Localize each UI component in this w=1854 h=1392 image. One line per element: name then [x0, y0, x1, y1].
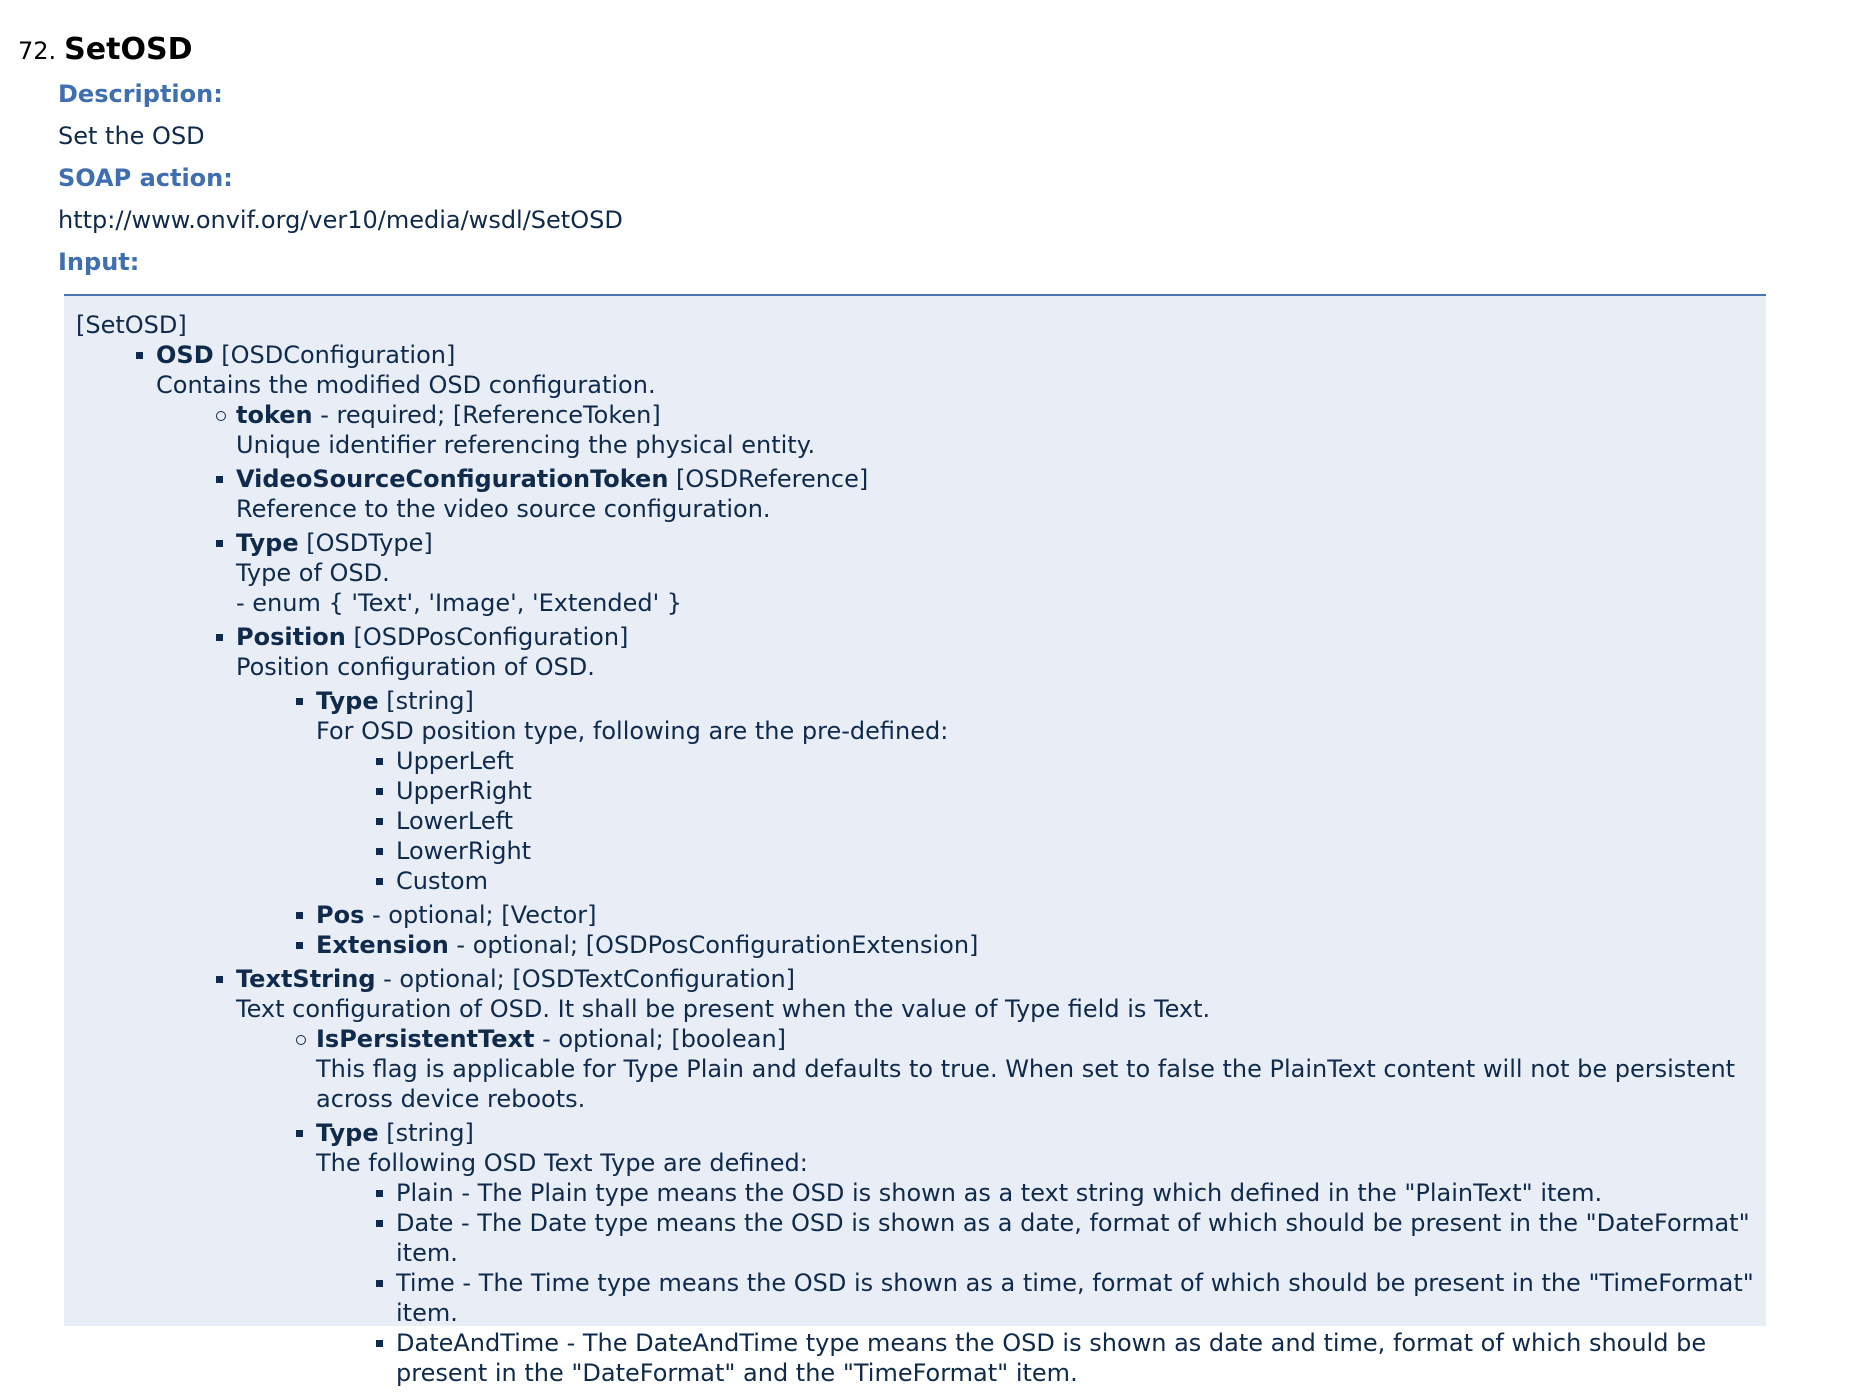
circle-bullet-icon: [216, 411, 226, 421]
square-bullet-icon: [376, 848, 383, 855]
field-video-source-configuration-token: [236, 464, 1766, 524]
list-item: Custom: [396, 866, 1766, 896]
text-type-values: [396, 1178, 1766, 1388]
square-bullet-icon: [296, 698, 303, 705]
field-text-type: [316, 1118, 1766, 1388]
description-text: Set the OSD: [58, 122, 205, 150]
field-enum: - enum { 'Text', 'Image', 'Extended' }: [236, 589, 683, 617]
list-item: Plain - The Plain type means the OSD is shown as a text string which defined in the "PlainText" item.: [396, 1178, 1766, 1208]
list-item: UpperRight: [396, 776, 1766, 806]
field-type: [OSDReference]: [668, 465, 869, 493]
section-heading: [18, 30, 192, 71]
field-type: [string]: [378, 1119, 474, 1147]
list-item: DateAndTime - The DateAndTime type means the OSD is shown as date and time, format of which should be present in the "DateFormat" and the "TimeFormat" item.: [396, 1328, 1766, 1388]
soap-action-url: http://www.onvif.org/ver10/media/wsdl/SetOSD: [58, 206, 623, 234]
osd-list: [156, 340, 1766, 1392]
list-item: Time - The Time type means the OSD is shown as a time, format of which should be present in the "TimeFormat" item.: [396, 1268, 1766, 1328]
list-item: LowerLeft: [396, 806, 1766, 836]
field-position: [236, 622, 1766, 960]
section-number: 72.: [18, 37, 57, 65]
field-position-type: [316, 686, 1766, 896]
field-name: VideoSourceConfigurationToken: [236, 465, 669, 493]
textstring-children: [316, 1024, 1766, 1388]
field-osd: [156, 340, 1766, 1388]
circle-bullet-icon: [296, 1035, 306, 1045]
square-bullet-icon: [376, 1190, 383, 1197]
square-bullet-icon: [136, 352, 143, 359]
field-type: [string]: [378, 687, 474, 715]
field-name: OSD: [156, 341, 214, 369]
square-bullet-icon: [216, 976, 223, 983]
square-bullet-icon: [376, 1280, 383, 1287]
field-meta: - optional; [Vector]: [364, 901, 597, 929]
field-name: IsPersistentText: [316, 1025, 535, 1053]
osd-children: [236, 400, 1766, 1388]
field-name: Position: [236, 623, 346, 651]
field-name: TextString: [236, 965, 376, 993]
field-name: Type: [236, 529, 299, 557]
input-label: Input:: [58, 248, 140, 276]
field-desc: Type of OSD.: [236, 559, 390, 587]
square-bullet-icon: [216, 476, 223, 483]
square-bullet-icon: [296, 1130, 303, 1137]
section-title: SetOSD: [64, 32, 193, 67]
list-item: UpperLeft: [396, 746, 1766, 776]
square-bullet-icon: [296, 912, 303, 919]
field-name: Pos: [316, 901, 365, 929]
list-item: LowerRight: [396, 836, 1766, 866]
field-desc: Reference to the video source configuration.: [236, 495, 771, 523]
soap-action-label: SOAP action:: [58, 164, 233, 192]
field-type: [OSDPosConfiguration]: [345, 623, 629, 651]
field-name: token: [236, 401, 313, 429]
input-root: [SetOSD]: [76, 311, 187, 339]
field-meta: - optional; [OSDTextConfiguration]: [375, 965, 796, 993]
square-bullet-icon: [376, 1220, 383, 1227]
field-is-persistent-text: [316, 1024, 1766, 1114]
field-token: [236, 400, 1766, 460]
square-bullet-icon: [376, 1340, 383, 1347]
field-desc: Text configuration of OSD. It shall be present when the value of Type field is Text.: [236, 995, 1211, 1023]
description-label: Description:: [58, 80, 223, 108]
operation-details: [58, 78, 1798, 278]
square-bullet-icon: [296, 942, 303, 949]
field-desc: The following OSD Text Type are defined:: [316, 1149, 808, 1177]
square-bullet-icon: [216, 634, 223, 641]
field-meta: - optional; [OSDPosConfigurationExtension]: [448, 931, 979, 959]
field-extension: [316, 930, 1766, 960]
field-name: Type: [316, 687, 379, 715]
field-desc: For OSD position type, following are the pre-defined:: [316, 717, 949, 745]
field-type: [OSDType]: [298, 529, 433, 557]
square-bullet-icon: [376, 788, 383, 795]
field-desc: Unique identifier referencing the physical entity.: [236, 431, 816, 459]
field-name: Type: [316, 1119, 379, 1147]
field-meta: - optional; [boolean]: [534, 1025, 787, 1053]
square-bullet-icon: [376, 818, 383, 825]
input-schema-box: [64, 294, 1766, 1387]
field-name: Extension: [316, 931, 449, 959]
field-pos: [316, 900, 1766, 930]
field-type: [OSDConfiguration]: [221, 341, 456, 369]
field-desc: Contains the modified OSD configuration.: [156, 371, 656, 399]
position-type-values: [396, 746, 1766, 896]
square-bullet-icon: [216, 540, 223, 547]
field-desc: Position configuration of OSD.: [236, 653, 595, 681]
field-textstring: [236, 964, 1766, 1388]
list-item: Date - The Date type means the OSD is shown as a date, format of which should be present in the "DateFormat" item.: [396, 1208, 1766, 1268]
square-bullet-icon: [376, 758, 383, 765]
field-type: [236, 528, 1766, 618]
field-meta: - required; [ReferenceToken]: [312, 401, 661, 429]
square-bullet-icon: [376, 878, 383, 885]
field-desc: This flag is applicable for Type Plain and defaults to true. When set to false the PlainText content will not be persistent across device reboots.: [316, 1055, 1736, 1113]
position-children: [316, 686, 1766, 960]
